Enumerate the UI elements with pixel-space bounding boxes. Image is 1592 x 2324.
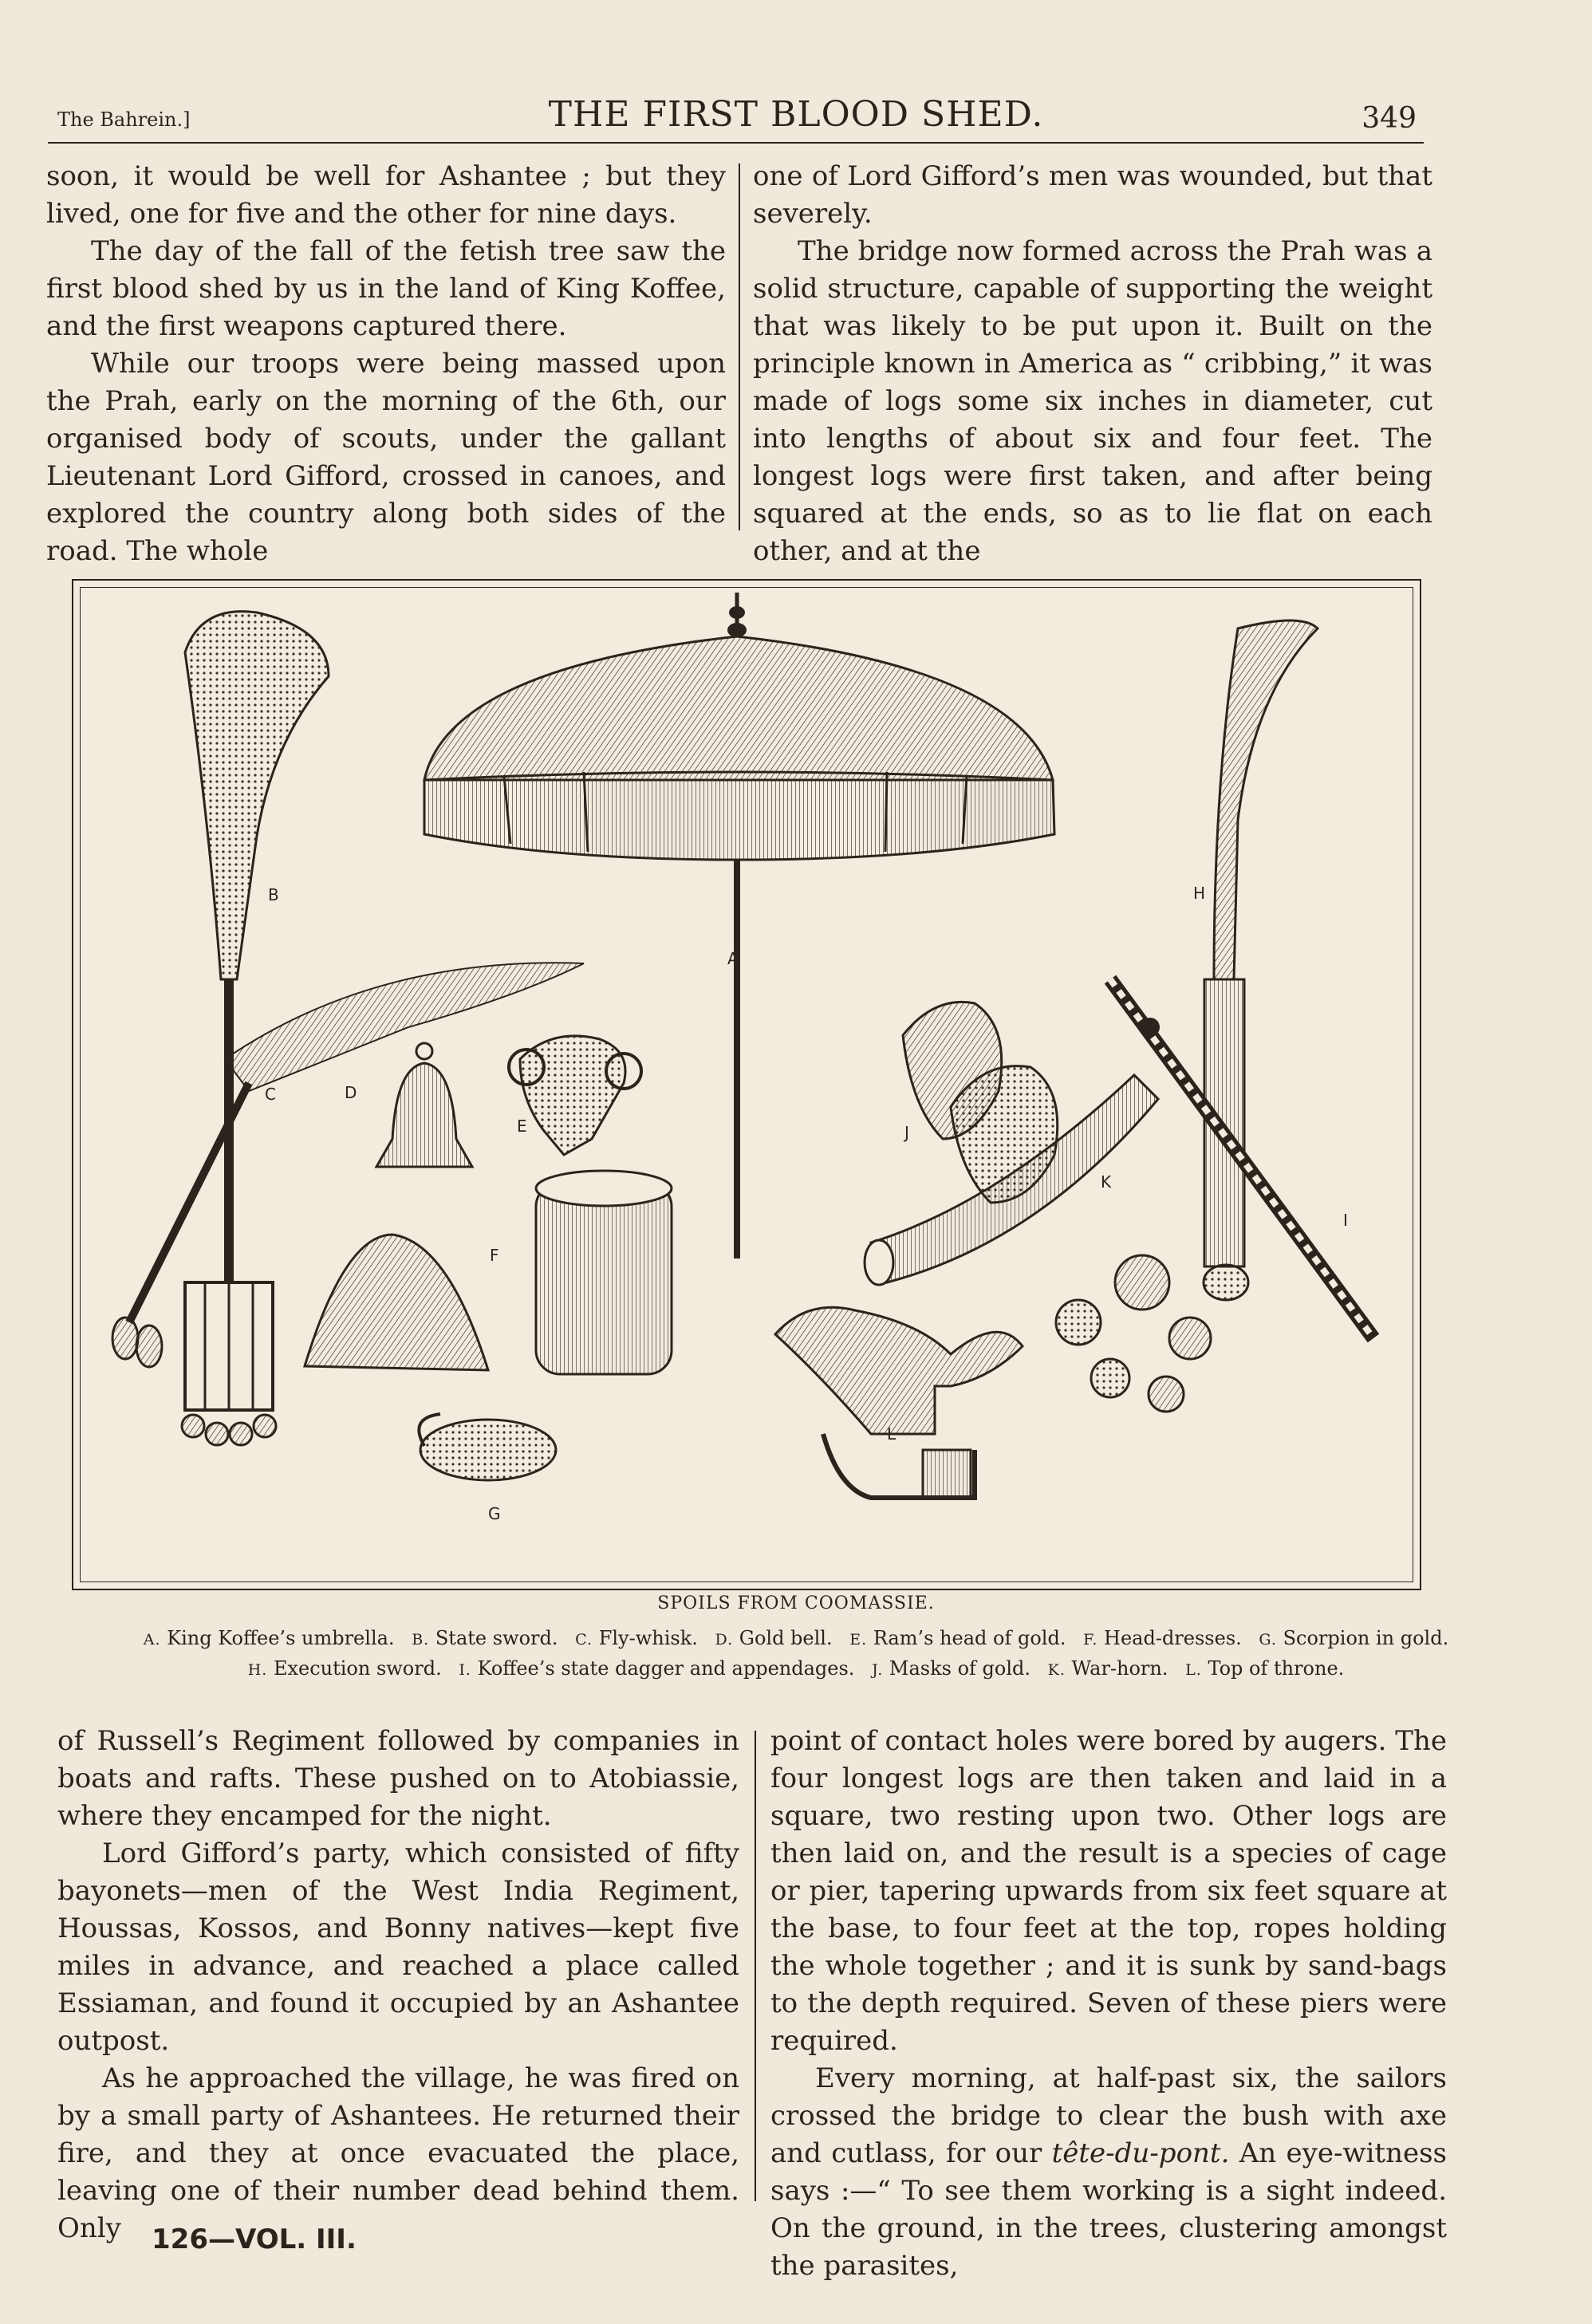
running-head-section: The Bahrein.] xyxy=(57,108,191,131)
figure-letter-g: G xyxy=(488,1504,501,1523)
figure-letter-l: L xyxy=(887,1424,896,1444)
caption-key: G. xyxy=(1259,1631,1277,1648)
caption-key: C. xyxy=(575,1631,593,1648)
figure-caption-title: SPOILS FROM COOMASSIE. xyxy=(657,1593,935,1613)
caption-key: A. xyxy=(143,1631,161,1648)
paragraph: The bridge now formed across the Prah was a solid structure, capable of supporting the weight that was likely to be put upon it. Built on the principle known in America as “ cribbing,” it was made of logs some six inches in diameter, cut into lengths of about six and four feet. The longest logs were first taken, and after being squared at the ends, so as to lie flat on each other, and at the xyxy=(753,235,1432,567)
figure-letter-k: K xyxy=(1101,1172,1112,1192)
caption-key: E. xyxy=(849,1631,868,1648)
figure-letter-c: C xyxy=(265,1085,276,1104)
caption-key: K. xyxy=(1047,1661,1066,1679)
figure-caption-line-2 xyxy=(0,1657,1592,1680)
caption-text: Fly-whisk. xyxy=(598,1627,698,1649)
paragraph: The day of the fall of the fetish tree saw the first blood shed by us in the land of King Koffee, and the first weapons captured there. xyxy=(46,235,726,342)
execution-sword-illustration xyxy=(1204,620,1318,1300)
paragraph: soon, it would be well for Ashantee ; but they lived, one for five and the other for nine days. xyxy=(46,160,726,230)
scorpion-illustration xyxy=(419,1414,556,1480)
caption-text: War-horn. xyxy=(1071,1657,1168,1680)
gold-bell-illustration xyxy=(376,1043,472,1167)
figure-letter-a: A xyxy=(727,949,739,968)
paragraph: of Russell’s Regiment followed by companies in boats and rafts. These pushed on to Atobiassie, where they encamped for the night. xyxy=(57,1725,739,1832)
paragraph: While our troops were being massed upon the Prah, early on the morning of the 6th, our organised body of scouts, under the gallant Lieutenant Lord Gifford, crossed in canoes, and explored the country along both sides of the road. The whole xyxy=(46,348,726,567)
figure-letter-i: I xyxy=(1343,1211,1348,1230)
column-divider xyxy=(739,163,740,530)
page-number: 349 xyxy=(1361,102,1417,135)
caption-key: J. xyxy=(872,1661,884,1679)
caption-key: D. xyxy=(715,1631,734,1648)
paragraph xyxy=(770,2060,1447,2285)
caption-text: Gold bell. xyxy=(739,1627,833,1649)
italic-phrase: tête-du-pont. xyxy=(1051,2137,1230,2169)
figure-letter-h: H xyxy=(1193,884,1206,903)
umbrella-illustration xyxy=(424,593,1054,1259)
paragraph: As he approached the village, he was fired on by a small party of Ashantees. He returned their fire, and they at once evacuated the place, leaving one of their number dead behind them. Only xyxy=(57,2062,739,2244)
figure-letter-f: F xyxy=(490,1246,499,1265)
top-right-column xyxy=(753,158,1432,570)
caption-key: I. xyxy=(459,1661,471,1679)
caption-text: Scorpion in gold. xyxy=(1283,1627,1449,1649)
column-divider xyxy=(755,1731,756,2201)
caption-key: H. xyxy=(247,1661,268,1679)
caption-text: Ram’s head of gold. xyxy=(873,1627,1066,1649)
throne-top-illustration xyxy=(775,1307,1023,1498)
header-rule xyxy=(48,142,1424,144)
paragraph: one of Lord Gifford’s men was wounded, but that severely. xyxy=(753,160,1432,230)
caption-text: Top of throne. xyxy=(1208,1657,1345,1680)
figure-letter-b: B xyxy=(268,885,279,904)
caption-text: Execution sword. xyxy=(273,1657,442,1680)
head-dresses-illustration xyxy=(305,1171,672,1374)
printer-signature: 126—VOL. III. xyxy=(152,2224,357,2255)
caption-text: Head-dresses. xyxy=(1104,1627,1242,1649)
figure-letter-d: D xyxy=(345,1083,357,1102)
caption-text: King Koffee’s umbrella. xyxy=(167,1627,395,1649)
paragraph-text: Every morning, at half-past six, the sailors crossed the bridge to clear the bush with axe and cutlass, for our xyxy=(770,2062,1447,2169)
caption-key: F. xyxy=(1083,1631,1098,1648)
caption-text: Masks of gold. xyxy=(889,1657,1031,1680)
figure-caption-line-1 xyxy=(0,1627,1592,1649)
caption-text: Koffee’s state dagger and appendages. xyxy=(477,1657,855,1680)
paragraph: Lord Gifford’s party, which consisted of fifty bayonets—men of the West India Regiment, Houssas, Kossos, and Bonny natives—kept five miles in advance, and reached a place called Essiaman, and found it occupied by an Ashantee outpost. xyxy=(57,1838,739,2057)
figure-letter-j: J xyxy=(904,1123,909,1142)
caption-key: L. xyxy=(1185,1661,1202,1679)
caption-text: State sword. xyxy=(435,1627,558,1649)
caption-key: B. xyxy=(412,1631,430,1648)
paragraph-text: An eye-witness says :—“ To see them working is a sight indeed. On the ground, in the trees, clustering amongst the parasites, xyxy=(770,2137,1447,2282)
running-head-title: THE FIRST BLOOD SHED. xyxy=(548,94,1044,135)
engraving-plate xyxy=(72,579,1421,1590)
figure-letter-e: E xyxy=(517,1117,527,1136)
bottom-right-column xyxy=(770,1723,1447,2285)
appendages-illustration xyxy=(1056,1255,1211,1412)
bottom-left-column xyxy=(57,1723,739,2247)
paragraph: point of contact holes were bored by augers. The four longest logs are then taken and laid in a square, two resting upon two. Other logs are then laid on, and the result is a species of cage or pier, tapering upwards from six feet square at the base, to four feet at the top, ropes holding the whole together ; and it is sunk by sand-bags to the depth required. Seven of these piers were required. xyxy=(770,1725,1447,2057)
top-left-column xyxy=(46,158,726,570)
rams-head-illustration xyxy=(509,1036,641,1155)
